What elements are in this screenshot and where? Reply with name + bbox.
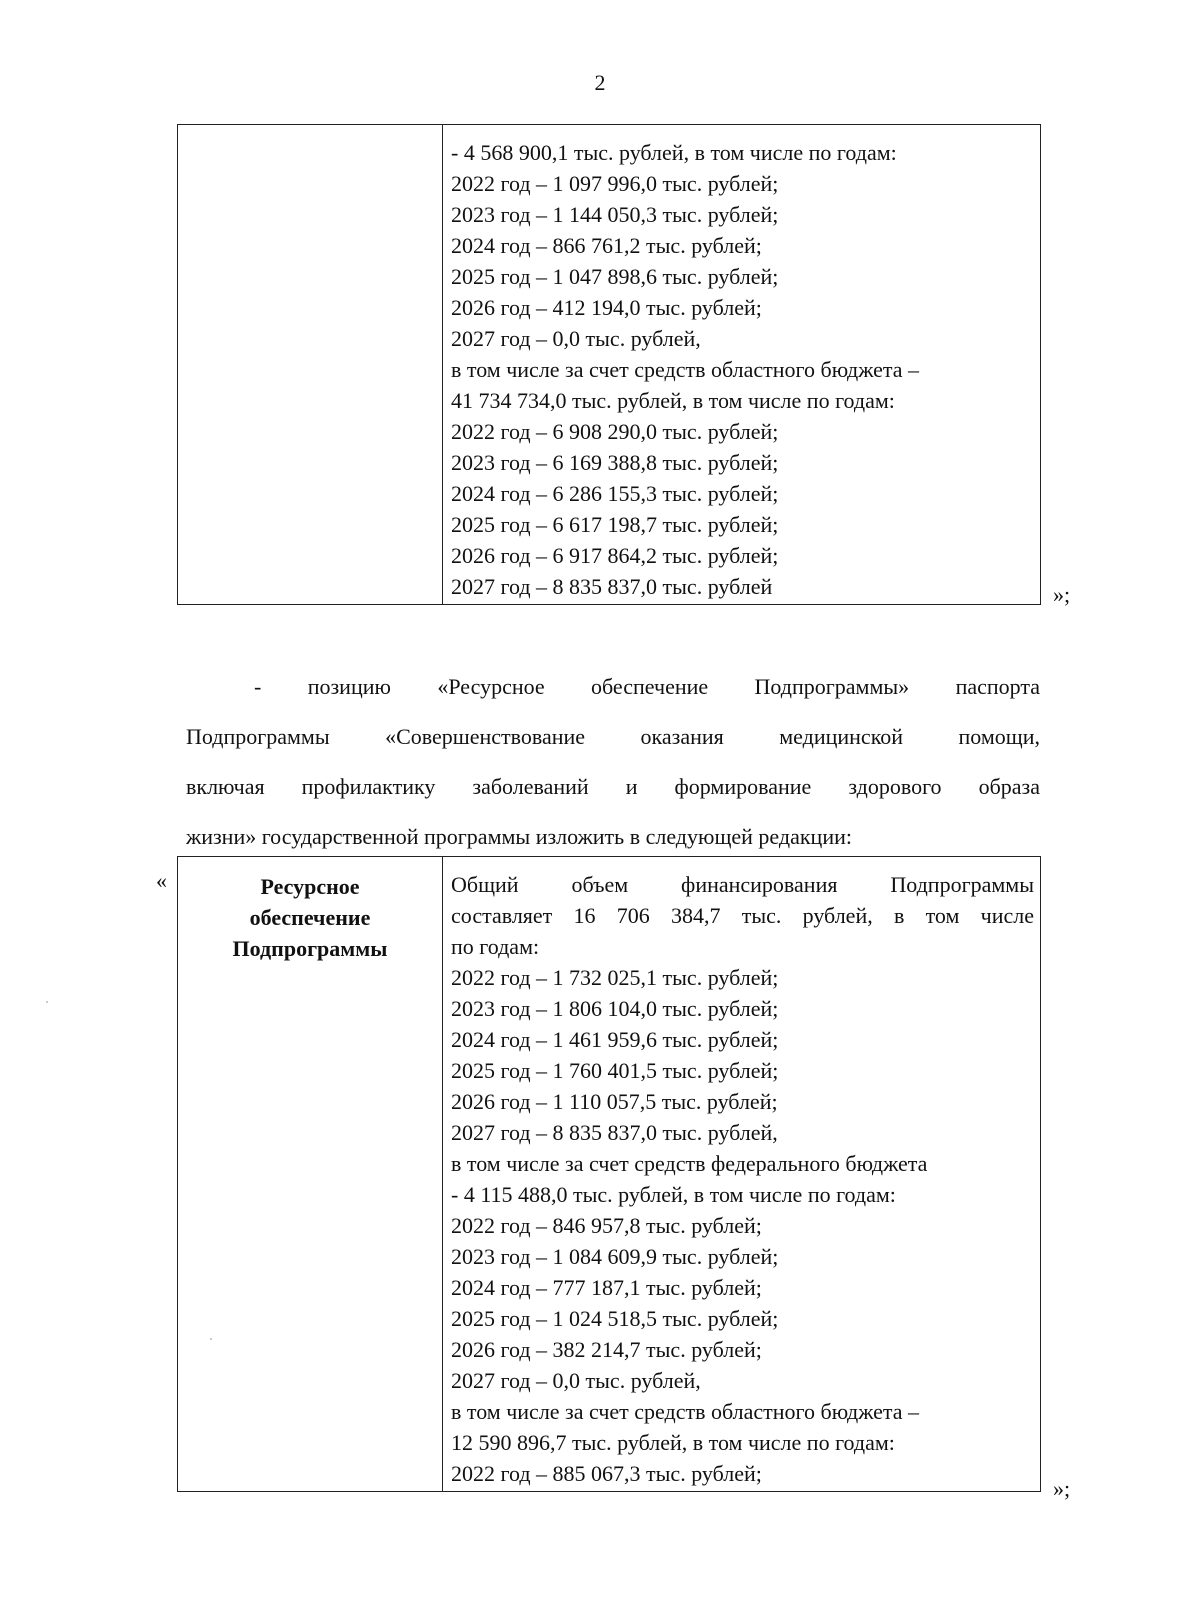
funding-line: - 4 115 488,0 тыс. рублей, в том числе по годам: [451,1182,896,1207]
funding-line: 2022 год – 6 908 290,0 тыс. рублей; [451,419,779,444]
table-row [178,125,1041,605]
scan-speck [210,1338,212,1340]
passport-table-resources [177,856,1041,1492]
title-line: Подпрограммы [232,936,388,961]
table-row [178,857,1041,1492]
funding-line: Общий объем финансирования Подпрограммы [451,872,1034,897]
funding-line: 2024 год – 866 761,2 тыс. рублей; [451,233,762,258]
funding-line: 2023 год – 6 169 388,8 тыс. рублей; [451,450,779,475]
table-cell-funding [443,857,1041,1492]
title-line: обеспечение [249,905,371,930]
scan-speck [46,1001,48,1003]
paragraph-line: жизни» государственной программы изложить в следующей редакции: [186,824,852,849]
funding-line: 2026 год – 6 917 864,2 тыс. рублей; [451,543,779,568]
funding-line: 2023 год – 1 144 050,3 тыс. рублей; [451,202,779,227]
funding-line: 2025 год – 1 024 518,5 тыс. рублей; [451,1306,779,1331]
funding-line: 41 734 734,0 тыс. рублей, в том числе по годам: [451,388,895,413]
funding-line: 2022 год – 885 067,3 тыс. рублей; [451,1461,762,1486]
funding-line: 2022 год – 1 732 025,1 тыс. рублей; [451,965,779,990]
paragraph-line: Подпрограммы «Совершенствование оказания медицинской помощи, [186,724,1040,749]
funding-line: 2022 год – 846 957,8 тыс. рублей; [451,1213,762,1238]
paragraph-line: включая профилактику заболеваний и формирование здорового образа [186,774,1040,799]
funding-line: 2025 год – 1 760 401,5 тыс. рублей; [451,1058,779,1083]
passport-table-continuation [177,124,1041,605]
funding-line: 2024 год – 777 187,1 тыс. рублей; [451,1275,762,1300]
funding-line: 2027 год – 0,0 тыс. рублей, [451,326,701,351]
funding-line: в том числе за счет средств областного бюджета – [451,357,920,382]
funding-line: 2026 год – 1 110 057,5 тыс. рублей; [451,1089,778,1114]
page-number: 2 [594,70,606,95]
funding-line: 2025 год – 6 617 198,7 тыс. рублей; [451,512,779,537]
closing-quote: »; [1053,582,1071,607]
table-cell-title [178,857,443,1492]
paragraph-line: - позицию «Ресурсное обеспечение Подпрограммы» паспорта [254,674,1040,699]
funding-line: 2026 год – 412 194,0 тыс. рублей; [451,295,762,320]
funding-line: 2027 год – 0,0 тыс. рублей, [451,1368,701,1393]
funding-line: 2022 год – 1 097 996,0 тыс. рублей; [451,171,779,196]
funding-line: 2024 год – 6 286 155,3 тыс. рублей; [451,481,779,506]
funding-line: 2027 год – 8 835 837,0 тыс. рублей [451,574,773,599]
funding-line: 12 590 896,7 тыс. рублей, в том числе по годам: [451,1430,895,1455]
table-cell-funding [443,125,1041,605]
funding-line: в том числе за счет средств федерального бюджета [451,1151,928,1176]
closing-quote: »; [1053,1476,1071,1501]
funding-line: 2023 год – 1 084 609,9 тыс. рублей; [451,1244,779,1269]
funding-line: 2024 год – 1 461 959,6 тыс. рублей; [451,1027,779,1052]
title-line: Ресурсное [260,874,360,899]
funding-line: в том числе за счет средств областного бюджета – [451,1399,920,1424]
funding-line: составляет 16 706 384,7 тыс. рублей, в том числе [451,903,1034,928]
funding-line: 2027 год – 8 835 837,0 тыс. рублей, [451,1120,778,1145]
funding-line: по годам: [451,934,540,959]
table-cell-empty [178,125,443,605]
funding-line: 2025 год – 1 047 898,6 тыс. рублей; [451,264,779,289]
funding-line: 2023 год – 1 806 104,0 тыс. рублей; [451,996,779,1021]
body-paragraph [186,662,1040,862]
opening-quote: « [156,868,167,893]
funding-line: - 4 568 900,1 тыс. рублей, в том числе по годам: [451,140,897,165]
funding-line: 2026 год – 382 214,7 тыс. рублей; [451,1337,762,1362]
